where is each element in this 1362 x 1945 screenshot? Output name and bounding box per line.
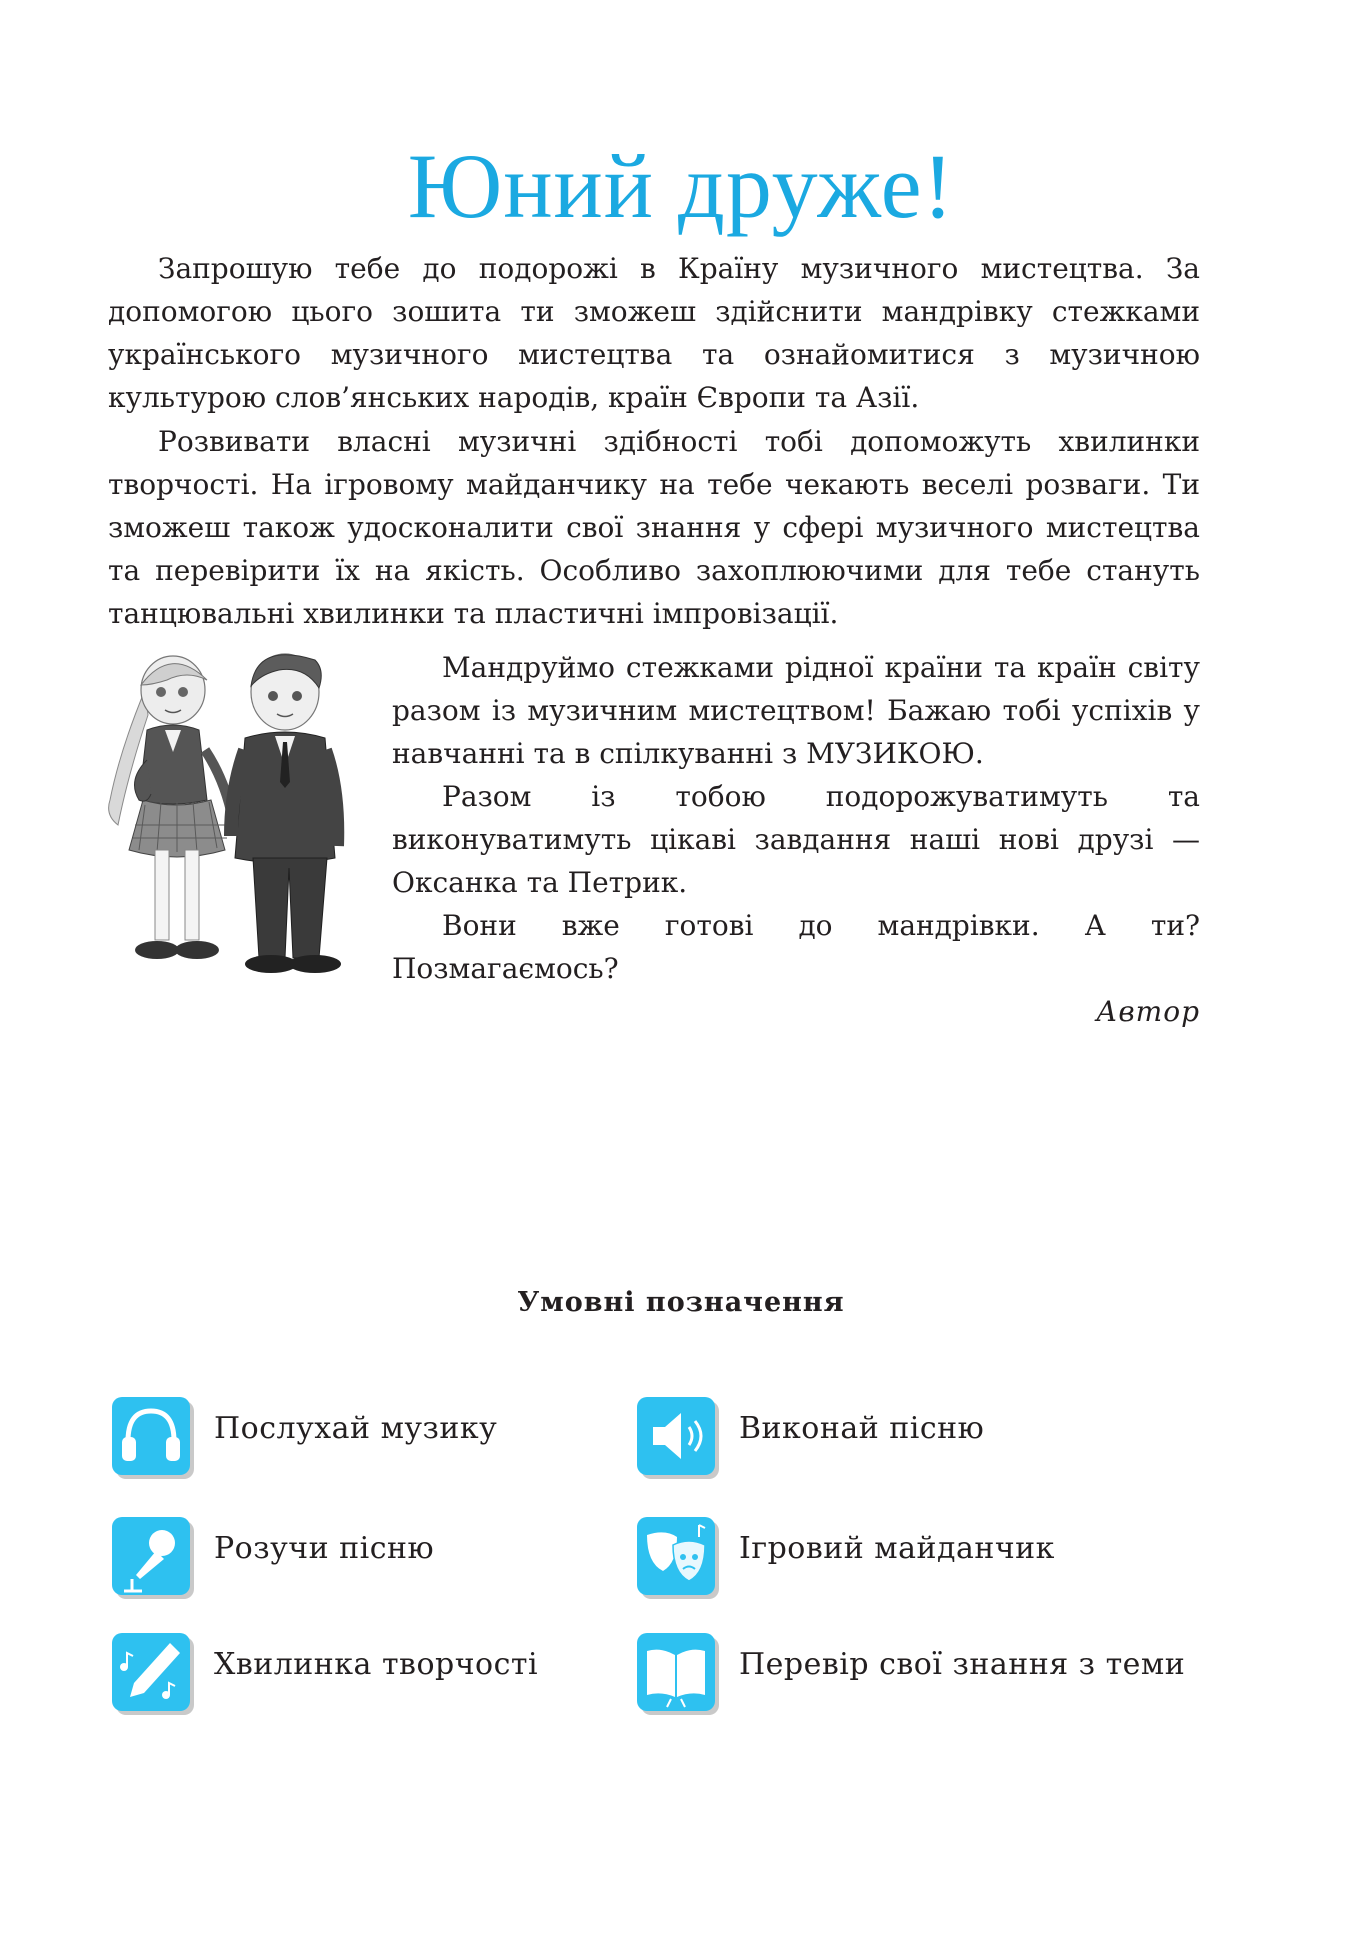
legend-label: Ігровий майданчик <box>739 1531 1055 1566</box>
intro-paragraph-5: Вони вже готові до мандрівки. А ти? Позмагаємось? <box>392 909 1200 985</box>
legend-label: Хвилинка творчості <box>214 1647 539 1682</box>
author-signature: Автор <box>1096 995 1200 1028</box>
boy-figure <box>231 654 341 973</box>
legend-label: Послухай музику <box>214 1411 498 1446</box>
children-illustration <box>105 650 370 995</box>
girl-figure <box>109 656 233 959</box>
intro-paragraph-1: Запрошую тебе до подорожі в Країну музичного мистецтва. За допомогою цього зошита ти зможеш здійснити мандрівку стежками українського музичного мистецтва та ознайомитися з музичною культурою слов’янських народів, країн Європи та Азії. <box>108 252 1200 414</box>
open-book-icon <box>637 1633 715 1711</box>
intro-paragraph-4: Разом із тобою подорожуватимуть та виконуватимуть цікаві завдання наші нові друзі — Оксанка та Петрик. <box>392 780 1200 899</box>
page-title: Юний друже! <box>407 135 955 237</box>
headphones-icon <box>112 1397 190 1475</box>
theater-masks-icon <box>637 1517 715 1595</box>
speaker-icon <box>637 1397 715 1475</box>
legend-label: Виконай пісню <box>739 1411 985 1446</box>
legend-label: Перевір свої знання з теми <box>739 1647 1186 1682</box>
pen-notes-icon <box>112 1633 190 1711</box>
microphone-icon <box>112 1517 190 1595</box>
intro-paragraph-2: Розвивати власні музичні здібності тобі допоможуть хвилинки творчості. На ігровому майданчику на тебе чекають веселі розваги. Ти зможеш також удосконалити свої знання у сфері музичного мистецтва та перевірити їх на якість. Особливо захоплюючими для тебе стануть танцювальні хвилинки та пластичні імпровізації. <box>108 425 1200 630</box>
legend-label: Розучи пісню <box>214 1531 435 1566</box>
intro-paragraph-3: Мандруймо стежками рідної країни та країн світу разом із музичним мистецтвом! Бажаю тобі успіхів у навчанні та в спілкуванні з МУЗИКОЮ. <box>392 651 1200 770</box>
legend-title: Умовні позначення <box>517 1287 845 1318</box>
